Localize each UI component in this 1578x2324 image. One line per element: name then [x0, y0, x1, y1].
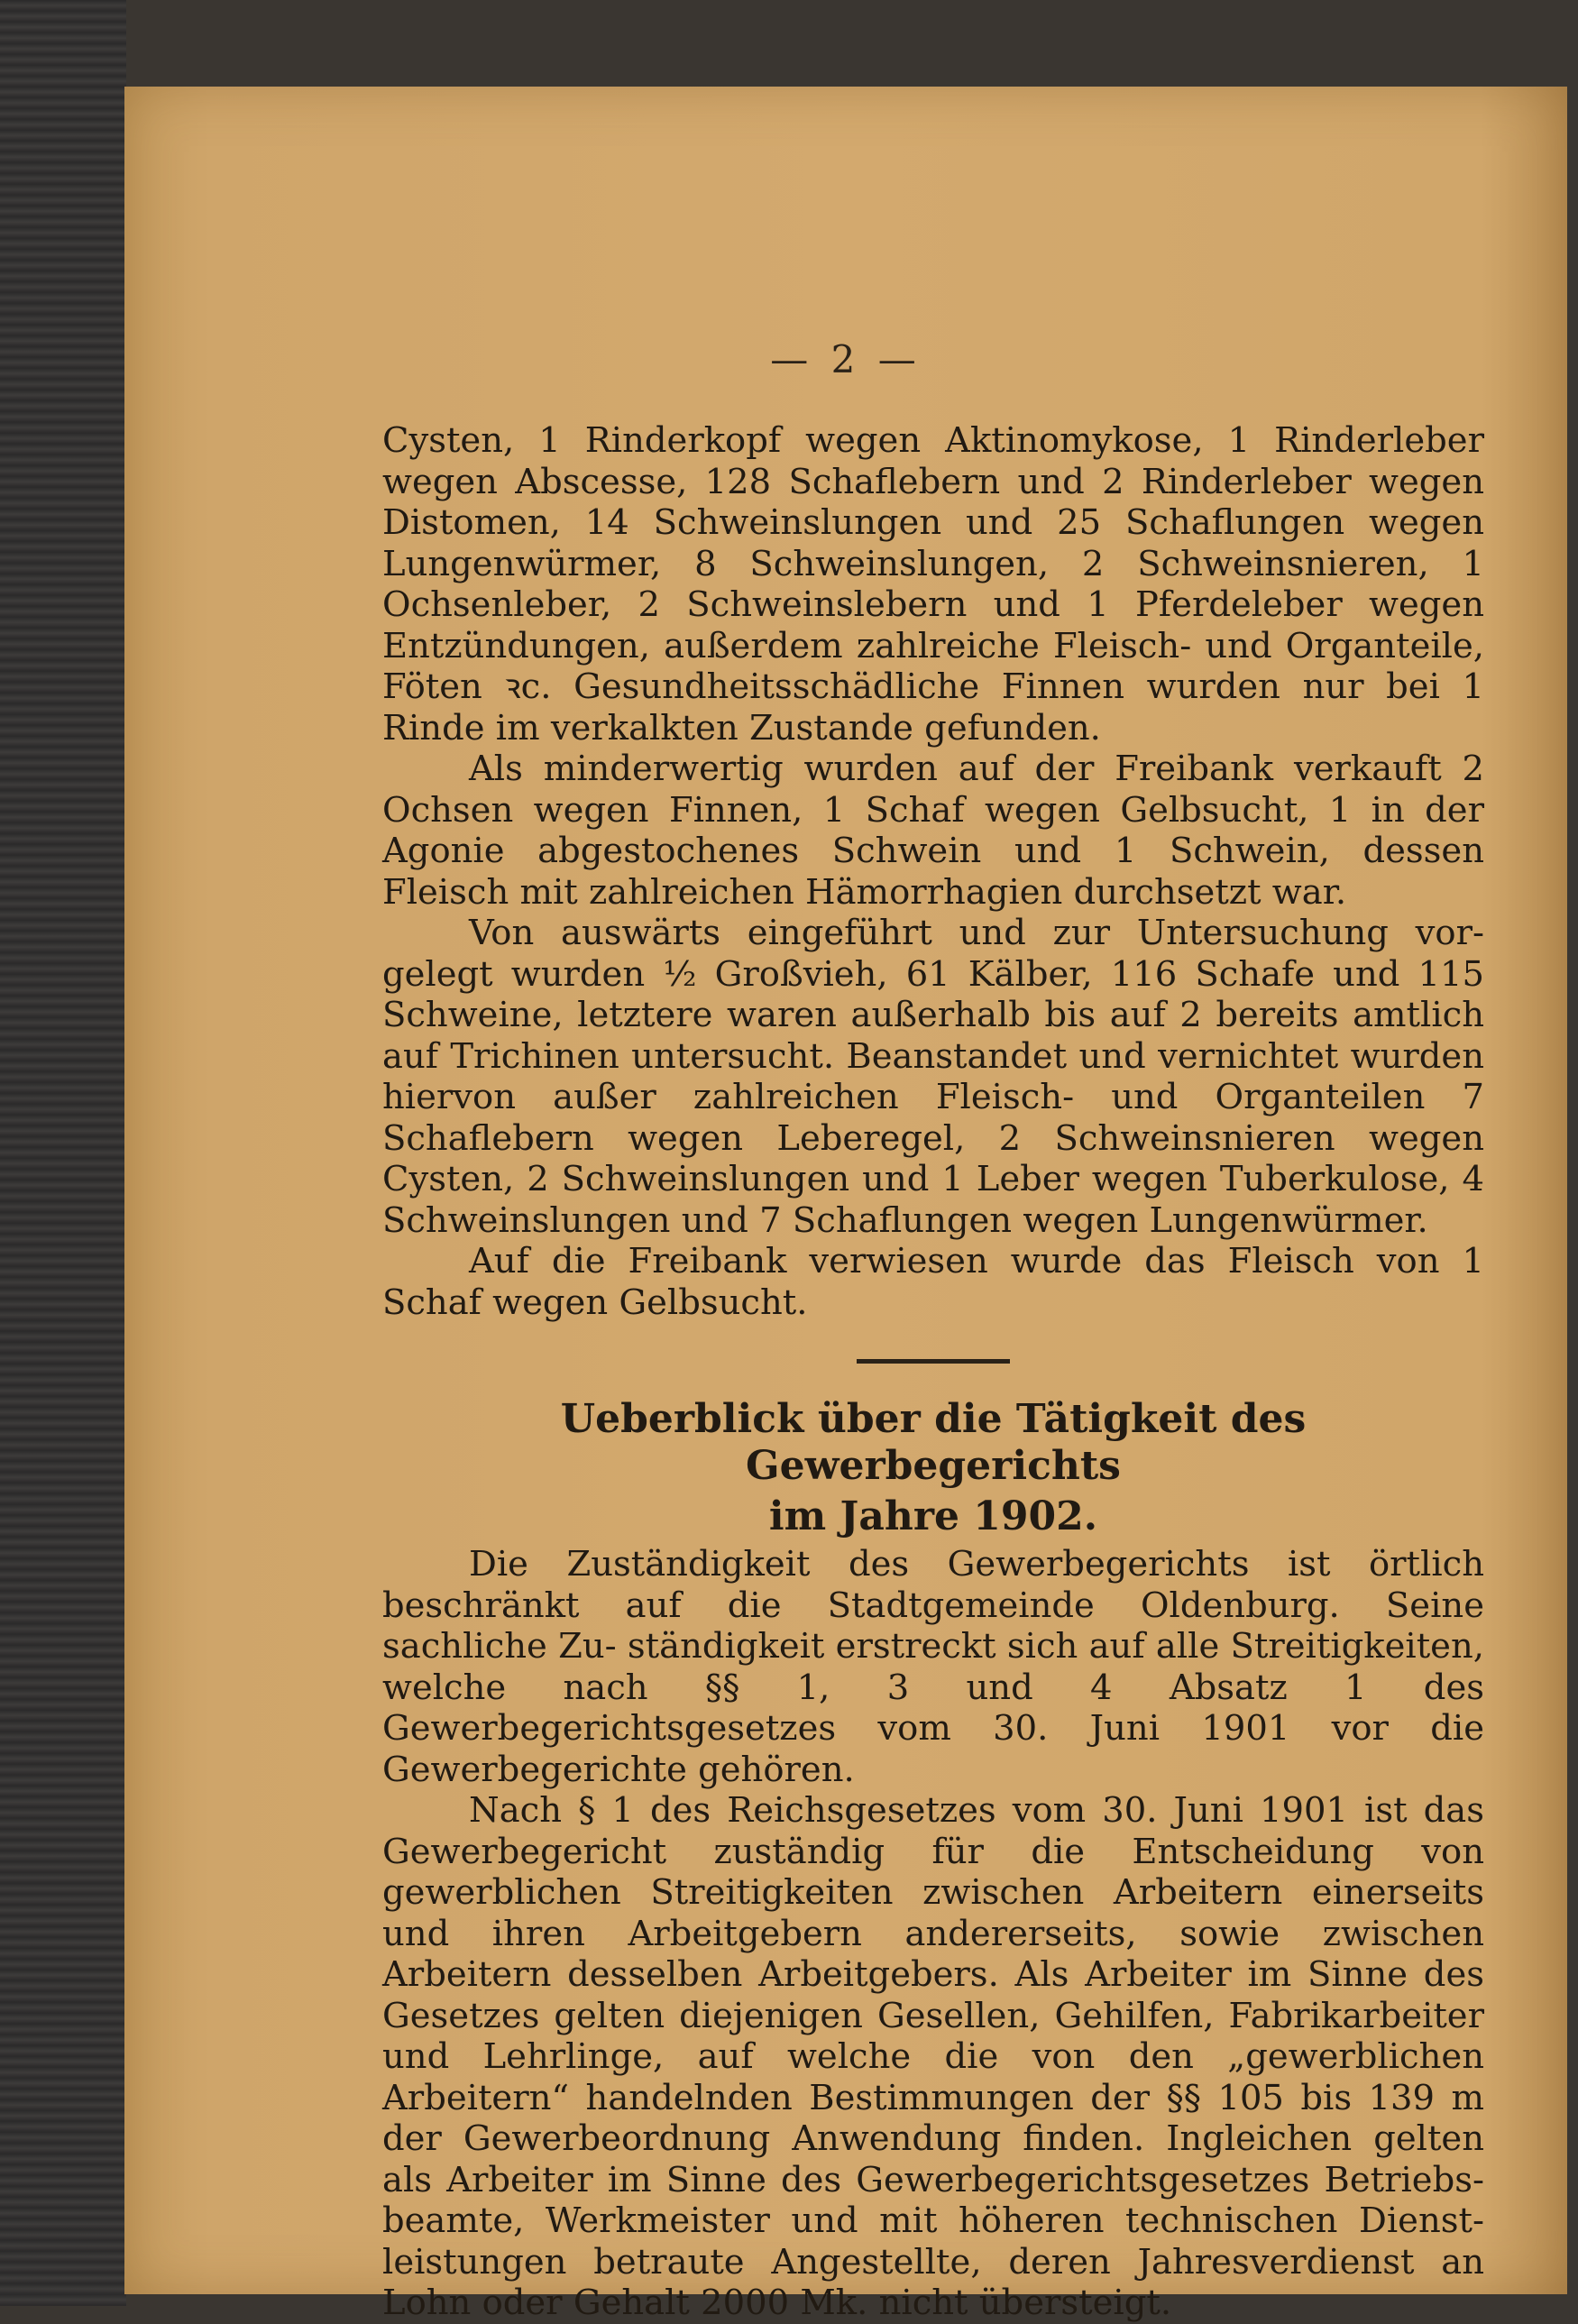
page-number: — 2 —: [770, 337, 922, 381]
paragraph: Nach § 1 des Reichsgesetzes vom 30. Juni 1901 ist das Gewerbegericht zuständig für die Entscheidung von gewerblichen Streitigkeiten zwischen Arbeitern einerseits und ihren Arbeitgebern andererseits, sowie zwischen Arbeitern desselben Arbeitgebers. Als Arbeiter im Sinne des Gesetzes gelten diejenigen Gesellen, Gehilfen, Fabrikarbeiter und Lehrlinge, auf welche die von den „gewerblichen Arbeitern“ handelnden Bestimmungen der §§ 105 bis 139 m der Gewerbeordnung Anwendung finden. Ingleichen gelten als Arbeiter im Sinne des Gewerbegerichtsgesetzes Betriebs- beamte, Werkmeister und mit höheren technischen Dienst- leistungen betraute Angestellte, deren Jahresverdienst an Lohn oder Gehalt 2000 Mk. nicht übersteigt.: [382, 1790, 1484, 2323]
section-heading-line1: Ueberblick über die Tätigkeit des Gewerbegerichts: [560, 1396, 1307, 1489]
paragraph: Cysten, 1 Rinderkopf wegen Aktinomykose, 1 Rinderleber wegen Abscesse, 128 Schaflebern und 2 Rinderleber wegen Distomen, 14 Schweinslungen und 25 Schaflungen wegen Lungenwürmer, 8 Schweinslungen, 2 Schweinsnieren, 1 Ochsenleber, 2 Schweinslebern und 1 Pferdeleber wegen Entzündungen, außerdem zahlreiche Fleisch- und Organteile, Föten ꝛc. Gesundheitsschädliche Finnen wurden nur bei 1 Rinde im verkalkten Zustande gefunden.: [382, 420, 1484, 749]
paragraph: Als minderwertig wurden auf der Freibank verkauft 2 Ochsen wegen Finnen, 1 Schaf wegen Gelbsucht, 1 in der Agonie abgestochenes Schwein und 1 Schwein, dessen Fleisch mit zahlreichen Hämorrhagien durchsetzt war.: [382, 749, 1484, 913]
paragraph: Die Zuständigkeit des Gewerbegerichts ist örtlich beschränkt auf die Stadtgemeinde Oldenburg. Seine sachliche Zu- ständigkeit erstreckt sich auf alle Streitigkeiten, welche nach §§ 1, 3 und 4 Absatz 1 des Gewerbegerichtsgesetzes vom 30. Juni 1901 vor die Gewerbegerichte gehören.: [382, 1544, 1484, 1790]
book-binding: [0, 0, 126, 2306]
section-divider: [857, 1359, 1010, 1364]
paragraph: Von auswärts eingeführt und zur Untersuchung vor- gelegt wurden ½ Großvieh, 61 Kälber, 116 Schafe und 115 Schweine, letztere waren außerhalb bis auf 2 bereits amtlich auf Trichinen untersucht. Beanstandet und vernichtet wurden hiervon außer zahlreichen Fleisch- und Organteilen 7 Schaflebern wegen Leberegel, 2 Schweinsnieren wegen Cysten, 2 Schweinslungen und 1 Leber wegen Tuberkulose, 4 Schweinslungen und 7 Schaflungen wegen Lungenwürmer.: [382, 913, 1484, 1241]
section-heading-line2: im Jahre 1902.: [768, 1493, 1098, 1539]
book-page: [124, 87, 1567, 2323]
paragraph: Auf die Freibank verwiesen wurde das Fleisch von 1 Schaf wegen Gelbsucht.: [382, 1241, 1484, 1323]
body-text: [382, 420, 1484, 2324]
